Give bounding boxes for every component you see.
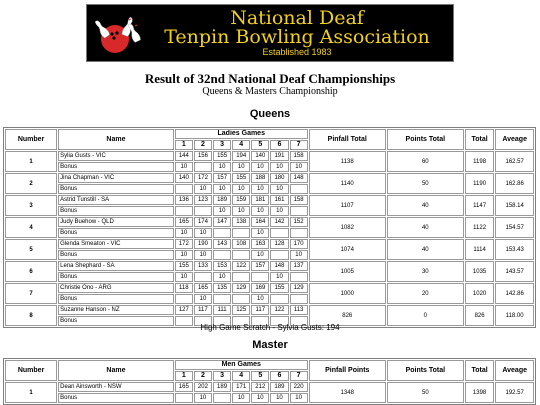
game-bonus: 10 [270,206,288,216]
game-score: 108 [232,239,250,249]
game-score: 142 [270,217,288,227]
game-number-header: 1 [175,371,193,381]
pinfall-total: 1000 [309,283,386,304]
master-heading: Master [252,339,288,351]
game-score: 171 [232,382,250,392]
game-bonus: 10 [175,228,193,238]
points-total: 30 [387,261,464,282]
game-bonus [213,294,231,304]
game-score: 170 [290,239,308,249]
col-number-header: Number [5,360,57,381]
game-score: 136 [175,195,193,205]
game-score: 157 [213,173,231,183]
game-bonus [232,250,250,260]
game-score: 202 [194,382,212,392]
game-score: 191 [270,151,288,161]
game-score: 169 [251,283,269,293]
game-score: 190 [194,239,212,249]
game-score: 180 [270,173,288,183]
game-bonus: 10 [270,393,288,403]
game-bonus: 10 [251,184,269,194]
header-row [5,360,534,370]
game-bonus: 10 [251,228,269,238]
banner-title-line1: National Deaf [230,7,364,29]
game-number-header: 7 [290,140,308,150]
game-score: 189 [213,195,231,205]
bonus-label: Bonus [58,272,174,282]
col-pinfall-header: Pinfall Points [309,360,386,381]
player-name: Dean Ainsworth - NSW [58,382,174,392]
game-bonus: 10 [270,162,288,172]
game-number-header: 6 [270,371,288,381]
game-bonus: 10 [194,250,212,260]
col-points-header: Points Total [387,129,464,150]
col-name-header: Name [58,129,174,150]
player-score-row [5,151,534,161]
game-bonus [175,294,193,304]
game-score: 172 [194,173,212,183]
game-bonus [194,162,212,172]
game-bonus: 10 [251,393,269,403]
points-total: 40 [387,217,464,238]
game-score: 143 [213,239,231,249]
col-points-header: Points Total [387,360,464,381]
player-score-row [5,239,534,249]
game-bonus [232,228,250,238]
game-bonus: 10 [175,250,193,260]
game-score: 194 [232,151,250,161]
game-bonus [213,250,231,260]
game-bonus [175,393,193,403]
game-score: 129 [232,283,250,293]
game-score: 155 [270,283,288,293]
game-bonus [175,184,193,194]
average-score: 142.86 [495,283,534,304]
average-score: 153.43 [495,239,534,260]
game-score: 127 [175,305,193,315]
rank-number: 8 [5,305,57,326]
pinfall-total: 1107 [309,195,386,216]
grand-total: 1035 [465,261,494,282]
col-pinfall-header: Pinfall Total [309,129,386,150]
game-bonus: 10 [251,250,269,260]
pinfall-total: 826 [309,305,386,326]
points-total: 20 [387,283,464,304]
average-score: 192.57 [495,382,534,403]
pinfall-total: 1140 [309,173,386,194]
game-bonus: 10 [251,206,269,216]
game-bonus [290,228,308,238]
game-bonus [232,294,250,304]
points-total: 50 [387,382,464,403]
master-results-table [3,358,536,405]
game-bonus: 10 [213,162,231,172]
association-banner [86,4,454,62]
game-bonus: 10 [194,184,212,194]
game-bonus: 10 [213,272,231,282]
game-score: 135 [213,283,231,293]
game-bonus: 10 [232,393,250,403]
player-name: Glenda Smeaton - VIC [58,239,174,249]
player-score-row [5,173,534,183]
average-score: 118.00 [495,305,534,326]
pinfall-total: 1005 [309,261,386,282]
points-total: 60 [387,151,464,172]
game-bonus [270,294,288,304]
game-bonus [213,393,231,403]
game-score: 212 [251,382,269,392]
game-number-header: 4 [232,371,250,381]
page-subtitle: Queens & Masters Championship [202,86,338,97]
grand-total: 1122 [465,217,494,238]
game-score: 220 [290,382,308,392]
player-score-row [5,195,534,205]
player-name: Judy Buehow - QLD [58,217,174,227]
game-score: 144 [175,151,193,161]
bonus-label: Bonus [58,393,174,403]
player-name: Jina Chapman - VIC [58,173,174,183]
game-score: 117 [251,305,269,315]
game-score: 189 [213,382,231,392]
game-bonus [290,206,308,216]
game-score: 188 [251,173,269,183]
game-score: 153 [213,261,231,271]
bonus-label: Bonus [58,206,174,216]
player-name: Suzanne Hanson - NZ [58,305,174,315]
games-group-header: Men Games [175,360,308,370]
game-number-header: 5 [251,371,269,381]
game-bonus: 10 [232,184,250,194]
average-score: 162.86 [495,173,534,194]
rank-number: 4 [5,217,57,238]
game-score: 172 [175,239,193,249]
average-score: 154.57 [495,217,534,238]
player-name: Lena Shephard - SA [58,261,174,271]
player-score-row [5,261,534,271]
game-bonus: 10 [213,206,231,216]
grand-total: 1114 [465,239,494,260]
game-bonus: 10 [251,294,269,304]
bowling-pin-ball-logo [93,9,143,59]
game-number-header: 3 [213,140,231,150]
game-score: 140 [175,173,193,183]
player-name: Christie Ono - ARG [58,283,174,293]
game-score: 148 [270,261,288,271]
game-number-header: 2 [194,140,212,150]
game-score: 152 [290,217,308,227]
player-name: Sylia Gusts - VIC [58,151,174,161]
pinfall-total: 1348 [309,382,386,403]
average-score: 143.57 [495,261,534,282]
rank-number: 5 [5,239,57,260]
points-total: 40 [387,239,464,260]
bonus-label: Bonus [58,228,174,238]
game-score: 148 [290,173,308,183]
game-bonus [232,272,250,282]
col-average-header: Aveage [495,360,534,381]
col-average-header: Aveage [495,129,534,150]
page-title: Result of 32nd National Deaf Championships [144,71,396,86]
game-number-header: 6 [270,140,288,150]
game-score: 122 [270,305,288,315]
game-score: 165 [175,382,193,392]
game-bonus: 10 [270,272,288,282]
game-score: 174 [194,217,212,227]
banner-established: Established 1983 [262,47,332,57]
game-number-header: 4 [232,140,250,150]
game-bonus: 10 [251,162,269,172]
game-score: 158 [290,195,308,205]
game-score: 164 [251,217,269,227]
game-bonus [194,206,212,216]
game-number-header: 7 [290,371,308,381]
grand-total: 1147 [465,195,494,216]
game-score: 111 [213,305,231,315]
game-score: 189 [270,382,288,392]
game-score: 155 [175,261,193,271]
bonus-label: Bonus [58,184,174,194]
grand-total: 1398 [465,382,494,403]
rank-number: 3 [5,195,57,216]
game-bonus [194,272,212,282]
game-bonus [290,184,308,194]
rank-number: 2 [5,173,57,194]
game-score: 159 [232,195,250,205]
game-bonus: 10 [290,393,308,403]
col-total-header: Total [465,129,494,150]
grand-total: 826 [465,305,494,326]
game-score: 140 [251,151,269,161]
game-score: 157 [251,261,269,271]
rank-number: 1 [5,382,57,403]
game-score: 165 [194,283,212,293]
game-score: 113 [290,305,308,315]
col-number-header: Number [5,129,57,150]
player-score-row [5,217,534,227]
grand-total: 1190 [465,173,494,194]
player-score-row [5,382,534,392]
game-score: 163 [251,239,269,249]
high-game-note: High Game Scratch - Sylvia Gusts: 194 [200,323,340,332]
game-bonus: 10 [194,393,212,403]
header-row [5,129,534,139]
game-bonus: 10 [232,162,250,172]
game-bonus: 10 [290,250,308,260]
average-score: 162.57 [495,151,534,172]
game-number-header: 3 [213,371,231,381]
game-score: 123 [194,195,212,205]
queens-results-table [3,127,536,328]
game-number-header: 5 [251,140,269,150]
games-group-header: Ladies Games [175,129,308,139]
game-score: 156 [194,151,212,161]
game-number-header: 1 [175,140,193,150]
game-bonus: 10 [290,162,308,172]
game-score: 138 [232,217,250,227]
game-bonus [270,228,288,238]
game-score: 155 [232,173,250,183]
game-score: 133 [194,261,212,271]
grand-total: 1020 [465,283,494,304]
game-bonus [251,272,269,282]
game-bonus: 10 [175,272,193,282]
game-score: 137 [290,261,308,271]
player-score-row [5,305,534,315]
game-score: 155 [213,151,231,161]
game-score: 128 [270,239,288,249]
banner-title-line2: Tenpin Bowling Association [164,26,430,48]
game-score: 122 [232,261,250,271]
bonus-label: Bonus [58,250,174,260]
game-score: 117 [194,305,212,315]
game-bonus: 10 [194,294,212,304]
points-total: 0 [387,305,464,326]
col-total-header: Total [465,360,494,381]
rank-number: 1 [5,151,57,172]
points-total: 50 [387,173,464,194]
pinfall-total: 1074 [309,239,386,260]
average-score: 158.14 [495,195,534,216]
game-bonus [290,294,308,304]
pinfall-total: 1082 [309,217,386,238]
game-bonus: 10 [270,184,288,194]
grand-total: 1198 [465,151,494,172]
points-total: 40 [387,195,464,216]
col-name-header: Name [58,360,174,381]
game-bonus [175,206,193,216]
game-score: 129 [290,283,308,293]
game-score: 158 [290,151,308,161]
rank-number: 7 [5,283,57,304]
game-bonus [270,250,288,260]
bonus-label: Bonus [58,294,174,304]
pinfall-total: 1138 [309,151,386,172]
rank-number: 6 [5,261,57,282]
game-bonus [290,272,308,282]
game-bonus: 10 [175,162,193,172]
game-score: 118 [175,283,193,293]
player-name: Astrid Tunstill - SA [58,195,174,205]
game-bonus: 10 [213,184,231,194]
game-score: 161 [270,195,288,205]
game-bonus: 10 [194,228,212,238]
game-bonus: 10 [232,206,250,216]
game-score: 181 [251,195,269,205]
player-score-row [5,283,534,293]
game-number-header: 2 [194,371,212,381]
bonus-label: Bonus [58,316,174,326]
game-score: 147 [213,217,231,227]
game-bonus [213,228,231,238]
game-score: 125 [232,305,250,315]
bonus-label: Bonus [58,162,174,172]
game-score: 165 [175,217,193,227]
queens-heading: Queens [249,108,291,120]
